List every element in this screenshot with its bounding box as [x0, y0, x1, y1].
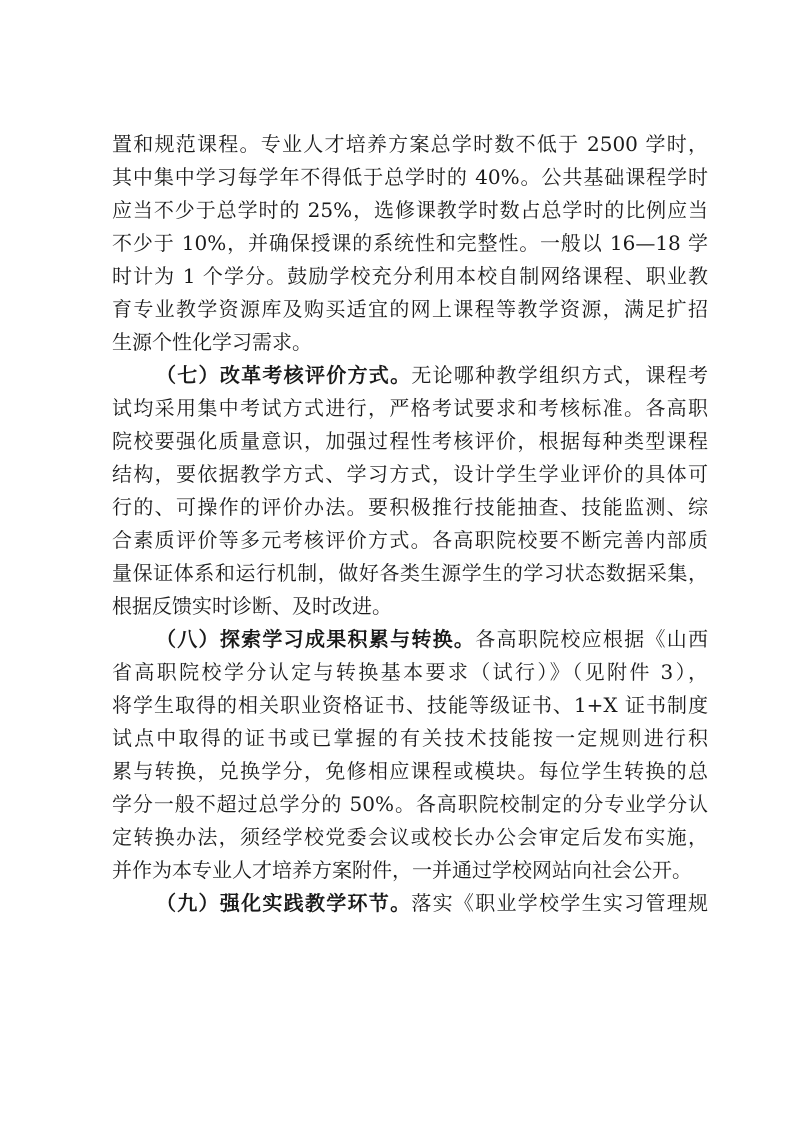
- text-line: 应当不少于总学时的 25%，选修课教学时数占总学时的比例应当: [112, 198, 708, 222]
- document-body: [112, 128, 708, 920]
- text-line: [112, 623, 708, 656]
- text-line: 省高职院校学分认定与转换基本要求（试行）》（见附件 3），: [112, 660, 708, 684]
- text-line: 量保证体系和运行机制，做好各类生源学生的学习状态数据采集，: [112, 561, 708, 585]
- text-line: 结构，要依据教学方式、学习方式，设计学生学业评价的具体可: [112, 462, 708, 486]
- text-line: 合素质评价等多元考核评价方式。各高职院校要不断完善内部质: [112, 528, 708, 552]
- text-line: 定转换办法，须经学校党委会议或校长办公会审定后发布实施，: [112, 825, 708, 849]
- text-line: 行的、可操作的评价办法。要积极推行技能抽查、技能监测、综: [112, 495, 708, 519]
- text-line: 根据反馈实时诊断、及时改进。: [112, 594, 392, 618]
- paragraph-course-hours: [112, 128, 708, 359]
- text-line: 生源个性化学习需求。: [112, 330, 312, 354]
- paragraph-credit-transfer: [112, 623, 708, 887]
- text-line: 院校要强化质量意识，加强过程性考核评价，根据每种类型课程: [112, 429, 708, 453]
- text-line: 学分一般不超过总学分的 50%。各高职院校制定的分专业学分认: [112, 792, 708, 816]
- section-heading: （七）改革考核评价方式。: [156, 363, 412, 387]
- text-line: 置和规范课程。专业人才培养方案总学时数不低于 2500 学时，: [112, 132, 708, 156]
- text-line: 并作为本专业人才培养方案附件，一并通过学校网站向社会公开。: [112, 858, 692, 882]
- text-line: 累与转换，兑换学分，免修相应课程或模块。每位学生转换的总: [112, 759, 708, 783]
- text-line: 试点中取得的证书或已掌握的有关技术技能按一定规则进行积: [112, 726, 708, 750]
- paragraph-practice-teaching: [112, 887, 708, 920]
- text-run: 各高职院校应根据《山西: [475, 627, 709, 651]
- text-line: 将学生取得的相关职业资格证书、技能等级证书、1+X 证书制度: [112, 693, 708, 717]
- text-line: [112, 359, 708, 392]
- text-line: 育专业教学资源库及购买适宜的网上课程等教学资源，满足扩招: [112, 297, 708, 321]
- paragraph-assessment-reform: [112, 359, 708, 623]
- text-line: 其中集中学习每学年不得低于总学时的 40%。公共基础课程学时: [112, 165, 708, 189]
- text-run: 落实《职业学校学生实习管理规: [411, 891, 709, 915]
- text-line: 时计为 1 个学分。鼓励学校充分利用本校自制网络课程、职业教: [112, 264, 708, 288]
- section-heading: （九）强化实践教学环节。: [156, 891, 412, 915]
- text-run: 无论哪种教学组织方式，课程考: [411, 363, 709, 387]
- text-line: 试均采用集中考试方式进行，严格考试要求和考核标准。各高职: [112, 396, 708, 420]
- text-line: [112, 887, 708, 920]
- section-heading: （八）探索学习成果积累与转换。: [156, 627, 476, 651]
- text-line: 不少于 10%，并确保授课的系统性和完整性。一般以 16—18 学: [112, 231, 708, 255]
